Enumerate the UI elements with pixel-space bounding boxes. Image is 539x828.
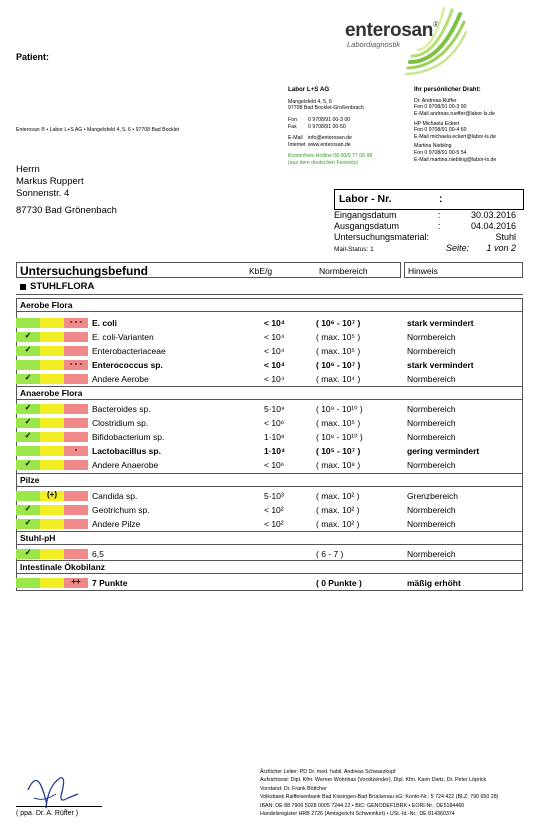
- row-name: E. coli-Varianten: [92, 332, 154, 342]
- logo-name: enterosan: [345, 20, 434, 41]
- row-eval: mäßig erhöht: [407, 578, 461, 588]
- row-eval: stark vermindert: [407, 318, 474, 328]
- row-range: ( max. 10⁵ ): [316, 418, 361, 428]
- result-title: Untersuchungsbefund: [20, 264, 148, 278]
- table-row: [16, 444, 523, 458]
- status-mark: ✓: [24, 417, 32, 426]
- contact-2-fon: Fon 0 9708/91 00-4 60: [414, 127, 467, 134]
- row-name: Enterobacteriaceae: [92, 346, 166, 356]
- row-name: Bifidobacterium sp.: [92, 432, 165, 442]
- table-row: [16, 503, 523, 517]
- ausgang-label: Ausgangsdatum: [334, 221, 400, 231]
- table-row: [16, 344, 523, 358]
- row-name: E. coli: [92, 318, 118, 328]
- signature-label: ( ppa. Dr. A. Rüffer ): [16, 810, 79, 817]
- bar-red: [64, 505, 88, 515]
- row-eval: Normbereich: [407, 432, 456, 442]
- bar-red: [64, 346, 88, 356]
- footer-line: Aufsichtsrat: Dipl. Kfm. Werner Wohnhas (Vorsitzender), Dipl. Kfm. Karin Dietz, Dr. Peter Löprick: [260, 777, 487, 784]
- lab-street: Mangelsfeld 4, 5, 6: [288, 98, 332, 105]
- bar-yellow: [40, 360, 64, 370]
- row-range: ( 0 Punkte ): [316, 578, 362, 588]
- table-row: [16, 330, 523, 344]
- row-name: Bacteroides sp.: [92, 404, 151, 414]
- footer-line: Vorstand: Dr. Frank Böttcher: [260, 785, 327, 792]
- row-name: Andere Anaerobe: [92, 460, 159, 470]
- bar-red: [64, 374, 88, 384]
- material-value: Stuhl: [495, 232, 516, 242]
- address-salutation: Herrn: [16, 164, 40, 175]
- row-eval: Normbereich: [407, 505, 456, 515]
- row-range: ( 10⁸ - 10¹⁰ ): [316, 432, 363, 442]
- row-value: 1·10⁸: [264, 432, 285, 442]
- table-row: [16, 489, 523, 503]
- recipient-address: [16, 164, 117, 217]
- contact-2-name: HP Michaela Eckert: [414, 120, 460, 127]
- status-mark: ++: [71, 577, 81, 586]
- signature-scribble: [22, 768, 82, 816]
- bar-yellow: [40, 418, 64, 428]
- lab-internet: Internet www.enterosan.de: [288, 141, 351, 148]
- status-mark: ✓: [24, 331, 32, 340]
- status-mark: ✓: [24, 403, 32, 412]
- logo-sub: Labordiagnostik: [347, 40, 400, 49]
- group-oekobilanz: Intestinale Ökobilanz: [16, 560, 523, 574]
- labinfo: Eingangsdatum : 30.03.2016 Ausgangsdatum : 04.04.2016 Untersuchungsmaterial: Stuhl Mail-Status: 1 Seite: 1 von 2: [334, 210, 516, 253]
- norm-header: Normbereich: [319, 266, 368, 276]
- bar-green: [16, 491, 40, 501]
- lab-name: Labor L+S AG: [288, 86, 330, 93]
- row-eval: Normbereich: [407, 404, 456, 414]
- bar-red: [64, 404, 88, 414]
- row-name: Lactobacillus sp.: [92, 446, 161, 456]
- row-range: ( max. 10⁸ ): [316, 460, 361, 470]
- ausgang-date: 04.04.2016: [470, 221, 516, 231]
- row-value: < 10⁴: [264, 318, 285, 328]
- table-row: [16, 547, 523, 561]
- bar-red: [64, 418, 88, 428]
- row-range: ( max. 10⁵ ): [316, 346, 361, 356]
- row-value: < 10⁴: [264, 346, 285, 356]
- row-range: ( max. 10⁵ ): [316, 332, 361, 342]
- row-eval: Normbereich: [407, 460, 456, 470]
- lab-hotline: Kostenfreie Hotline 08 00/9 77 08 98: [288, 153, 373, 160]
- bar-yellow: [40, 460, 64, 470]
- row-eval: Normbereich: [407, 519, 456, 529]
- table-row: [16, 430, 523, 444]
- row-value: 5·10⁹: [264, 404, 285, 414]
- row-name: Geotrichum sp.: [92, 505, 150, 515]
- bar-red: [64, 460, 88, 470]
- row-range: ( 10⁶ - 10⁷ ): [316, 360, 361, 370]
- status-mark: (+): [47, 490, 57, 499]
- status-mark: ✓: [24, 345, 32, 354]
- row-range: ( 10⁶ - 10⁷ ): [316, 318, 361, 328]
- contact-3-mail[interactable]: E-Mail martina.niebling@labor-ls.de: [414, 156, 497, 163]
- table-row: [16, 576, 523, 590]
- status-mark: ✓: [24, 373, 32, 382]
- status-mark: - - -: [69, 359, 83, 368]
- bar-yellow: [40, 374, 64, 384]
- table-row: [16, 316, 523, 330]
- seite-label: Seite:: [446, 243, 470, 253]
- row-eval: Normbereich: [407, 346, 456, 356]
- row-name: 6,5: [92, 549, 104, 559]
- hinweis-label: Hinweis: [408, 266, 438, 276]
- group-pilze: Pilze: [16, 473, 523, 487]
- status-mark: ✓: [24, 518, 32, 527]
- bar-red: [64, 491, 88, 501]
- bar-red: [64, 519, 88, 529]
- contacts-title: Ihr persönlicher Draht:: [414, 86, 481, 93]
- contact-2-mail[interactable]: E-Mail michaela.eckert@labor-ls.de: [414, 133, 496, 140]
- row-range: ( max. 10² ): [316, 519, 360, 529]
- address-street: Sonnenstr. 4: [16, 188, 70, 199]
- contact-1-fon: Fon 0 9708/91 00-3 90: [414, 104, 467, 111]
- table-row: [16, 517, 523, 531]
- row-range: ( max. 10⁴ ): [316, 374, 361, 384]
- bar-yellow: [40, 318, 64, 328]
- row-value: < 10²: [264, 519, 284, 529]
- section-title: STUHLFLORA: [30, 281, 95, 292]
- row-value: < 10⁶: [264, 460, 285, 470]
- bar-yellow: [40, 549, 64, 559]
- footer-line: Ärztlicher Leiter: PD Dr. med. habil. Andreas Schwarzkopf: [260, 769, 396, 775]
- row-name: Candida sp.: [92, 491, 138, 501]
- bar-yellow: [40, 432, 64, 442]
- row-name: Enterococcus sp.: [92, 360, 163, 370]
- table-row: [16, 416, 523, 430]
- bar-red: [64, 432, 88, 442]
- eingang-label: Eingangsdatum: [334, 210, 397, 220]
- contact-1-mail[interactable]: E-Mail andreas.rueffer@labor-ls.de: [414, 110, 495, 117]
- row-range: ( 10⁹ - 10¹⁰ ): [316, 404, 363, 414]
- lab-info: [288, 86, 372, 167]
- labor-nr-box: [334, 189, 524, 210]
- contacts: [414, 86, 496, 163]
- bar-yellow: [40, 404, 64, 414]
- bar-red: [64, 549, 88, 559]
- address-name: Markus Ruppert: [16, 176, 84, 187]
- unit-header: KbE/g: [249, 266, 273, 276]
- eingang-date: 30.03.2016: [470, 210, 516, 220]
- row-name: Andere Aerobe: [92, 374, 149, 384]
- bar-green: [16, 446, 40, 456]
- footer: [260, 768, 498, 818]
- mail-status: Mail-Status: 1: [334, 246, 374, 253]
- material-label: Untersuchungsmaterial:: [334, 232, 430, 242]
- footer-line: Volksbank Raiffeisenbank Bad Kissingen-Bad Brückenau eG: Konto-Nr.: 5 724 422 (BLZ: 790 650 28): [260, 794, 499, 801]
- status-mark: ✓: [24, 548, 32, 557]
- table-row: [16, 458, 523, 472]
- group-anaerobe: Anaerobe Flora: [16, 386, 523, 400]
- row-value: < 10⁴: [264, 332, 285, 342]
- bar-yellow: [40, 505, 64, 515]
- contact-3-name: Martina Niebling: [414, 143, 452, 150]
- footer-line: Handelsregister HRB 2726 (Amtsgericht Schweinfurt) • USt.-Id.-Nr.: DE 814360374: [260, 811, 455, 818]
- row-name: Clostridium sp.: [92, 418, 149, 428]
- lab-email: E-Mail info@enterosan.de: [288, 135, 352, 142]
- row-eval: stark vermindert: [407, 360, 474, 370]
- seite-value: 1 von 2: [486, 243, 516, 253]
- logo-swirl-icon: [400, 2, 470, 80]
- row-name: Andere Pilze: [92, 519, 141, 529]
- row-eval: Normbereich: [407, 418, 456, 428]
- hinweis-header: [404, 262, 523, 278]
- row-value: < 10²: [264, 505, 284, 515]
- contact-3-fon: Fon 0 9708/91 00-5 54: [414, 149, 467, 156]
- row-range: ( max. 10² ): [316, 505, 360, 515]
- bar-green: [16, 360, 40, 370]
- row-eval: gering vermindert: [407, 446, 480, 456]
- row-value: < 10⁶: [264, 418, 285, 428]
- row-value: 5·10³: [264, 491, 284, 501]
- row-eval: Normbereich: [407, 332, 456, 342]
- row-eval: Grenzbereich: [407, 491, 459, 501]
- status-mark: -: [74, 445, 78, 454]
- row-range: ( 6 - 7 ): [316, 549, 344, 559]
- lab-fax: Fax 0 9708/91 00-50: [288, 123, 346, 130]
- footer-line: IBAN: DE 88 7906 5028 0005 7244 22 • BIC: GENODEF1BRK • EORI-Nr.: DE5184460: [260, 802, 465, 809]
- group-ph: Stuhl-pH: [16, 531, 523, 545]
- address-city: 87730 Bad Grönenbach: [16, 205, 117, 216]
- row-value: 1·10⁴: [264, 446, 286, 456]
- labor-nr-label: Labor - Nr.: [339, 193, 392, 205]
- status-mark: ✓: [24, 504, 32, 513]
- bar-yellow: [40, 578, 64, 588]
- group-aerobe: Aerobe Flora: [16, 298, 523, 312]
- lab-hotline-note: (aus dem deutschen Festnetz): [288, 159, 359, 166]
- bar-green: [16, 318, 40, 328]
- bar-yellow: [40, 446, 64, 456]
- bar-yellow: [40, 346, 64, 356]
- bar-red: [64, 332, 88, 342]
- sender-line: Enterosan ® • Labor L+S AG • Mangelsfeld 4, 5, 6 • 97708 Bad Bocklet: [16, 127, 180, 133]
- bar-green: [16, 578, 40, 588]
- status-mark: ✓: [24, 431, 32, 440]
- table-row: [16, 372, 523, 386]
- logo-reg: ®: [433, 20, 440, 29]
- contact-1-name: Dr. Andreas Rüffer: [414, 97, 457, 104]
- square-bullet-icon: [20, 284, 26, 290]
- table-row: [16, 358, 523, 372]
- patient-label: Patient:: [16, 52, 50, 62]
- row-name: 7 Punkte: [92, 578, 128, 588]
- labor-nr-colon: :: [439, 193, 443, 205]
- bar-yellow: [40, 332, 64, 342]
- row-range: ( max. 10² ): [316, 491, 360, 501]
- section-stuhlflora: [16, 280, 523, 294]
- row-value: < 10⁴: [264, 360, 285, 370]
- row-value: < 10⁴: [264, 374, 285, 384]
- lab-city: 97708 Bad Bocklet-Großenbrach: [288, 105, 364, 112]
- result-header: [16, 262, 401, 278]
- row-range: ( 10⁵ - 10⁷ ): [316, 446, 361, 456]
- row-eval: Normbereich: [407, 549, 456, 559]
- status-mark: ✓: [24, 459, 32, 468]
- row-eval: Normbereich: [407, 374, 456, 384]
- lab-fon: Fon 0 9708/91 00-3 00: [288, 116, 351, 123]
- bar-yellow: [40, 519, 64, 529]
- status-mark: - - -: [69, 317, 83, 326]
- table-row: [16, 402, 523, 416]
